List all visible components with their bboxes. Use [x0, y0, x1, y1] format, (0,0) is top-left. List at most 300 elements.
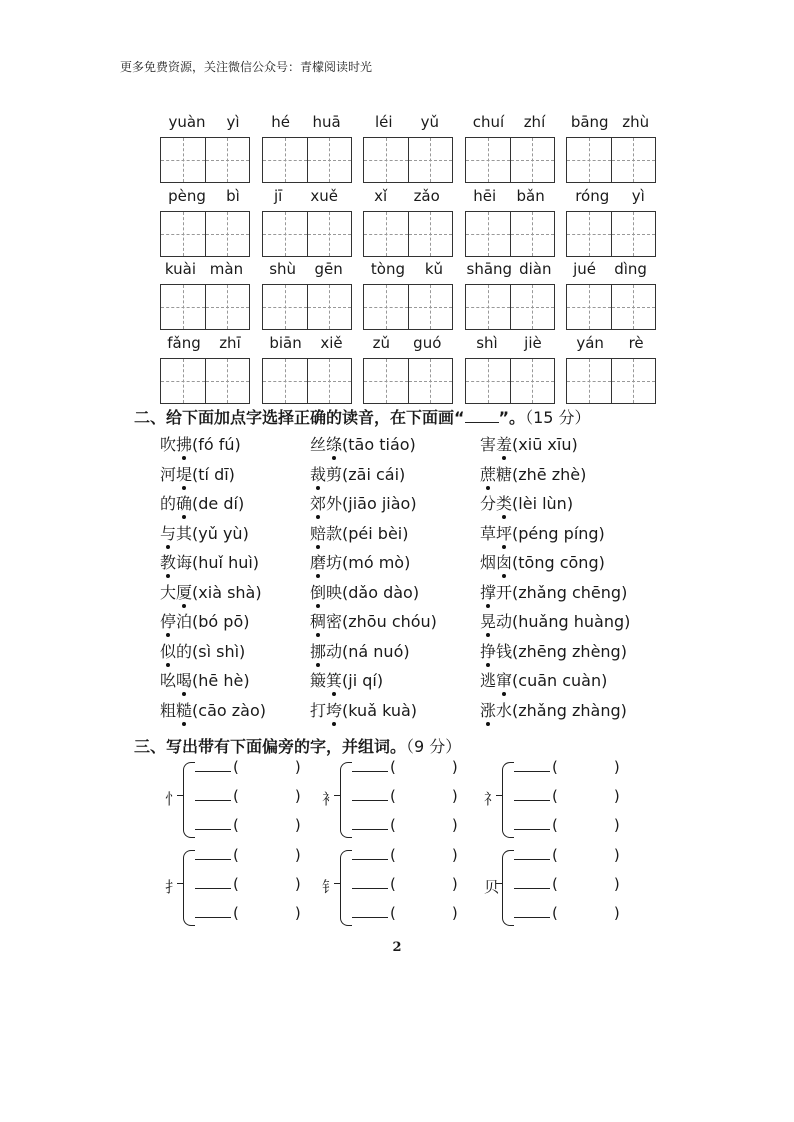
pinyin-syllable: gēn: [314, 260, 343, 278]
dotted-character: 箕: [326, 668, 342, 691]
character-box[interactable]: [263, 359, 307, 403]
reading-choice-item[interactable]: [480, 609, 630, 632]
radical-label: 钅: [322, 878, 338, 896]
character-blank[interactable]: [195, 846, 231, 860]
reading-choice-item[interactable]: [160, 462, 235, 485]
tianzige-boxes[interactable]: [566, 211, 656, 257]
reading-choice-item[interactable]: [310, 432, 416, 455]
reading-choice-item[interactable]: [310, 550, 410, 573]
tianzige-boxes[interactable]: [160, 137, 250, 183]
character-box[interactable]: [466, 359, 510, 403]
reading-choice-item[interactable]: [160, 609, 249, 632]
word-suffix-options: 剪(zāi cái): [326, 464, 406, 484]
fill-in-line[interactable]: [195, 875, 301, 893]
pinyin-syllable: jué: [573, 260, 596, 278]
choice-row: [160, 580, 680, 610]
word-writing-cell: [463, 187, 553, 261]
dotted-character: 糙: [176, 698, 192, 721]
paren-close: ): [294, 787, 301, 805]
reading-choice-item[interactable]: [480, 491, 573, 514]
radical-group: [165, 758, 325, 848]
reading-choice-item[interactable]: [480, 521, 605, 544]
character-blank[interactable]: [514, 787, 550, 801]
pinyin-syllable: hé: [271, 113, 290, 131]
character-box[interactable]: [611, 138, 655, 182]
tianzige-boxes[interactable]: [465, 358, 555, 404]
character-box[interactable]: [611, 359, 655, 403]
pinyin-label: [564, 334, 656, 356]
paren-close: ): [294, 904, 301, 922]
dotted-character: 似: [160, 639, 176, 662]
character-blank[interactable]: [352, 816, 388, 830]
pinyin-syllable: yuàn: [168, 113, 206, 131]
character-box[interactable]: [307, 212, 351, 256]
section-3-score: （9 分）: [406, 737, 462, 756]
word-prefix: 吆: [160, 671, 177, 690]
word-suffix-options: 动(ná nuó): [326, 641, 410, 661]
character-blank[interactable]: [195, 787, 231, 801]
pinyin-label: [361, 113, 453, 135]
word-suffix-options: (xiū xīu): [512, 435, 578, 454]
word-suffix-options: (tāo tiáo): [342, 435, 416, 454]
pinyin-syllable: yán: [576, 334, 604, 352]
dotted-character: 挪: [310, 639, 326, 662]
character-box[interactable]: [364, 285, 408, 329]
tianzige-boxes[interactable]: [465, 211, 555, 257]
fill-in-line[interactable]: [195, 904, 301, 922]
reading-choice-item[interactable]: [480, 668, 607, 691]
reading-choice-item[interactable]: [480, 550, 605, 573]
dotted-character: 郊: [310, 491, 326, 514]
word-prefix: 的: [160, 494, 177, 513]
character-box[interactable]: [408, 138, 452, 182]
reading-choice-item[interactable]: [160, 580, 262, 603]
reading-choice-item[interactable]: [310, 462, 405, 485]
choice-row: [160, 698, 680, 728]
word-prefix: 粗: [160, 700, 177, 720]
reading-choice-item[interactable]: [310, 521, 408, 544]
pinyin-syllable: léi: [375, 113, 393, 131]
word-suffix-options: 动(huǎng huàng): [496, 612, 631, 631]
pinyin-label: [564, 260, 656, 282]
character-box[interactable]: [307, 285, 351, 329]
fill-in-line[interactable]: [352, 904, 458, 922]
paren-open: (: [390, 816, 396, 834]
reading-choice-item[interactable]: [160, 698, 266, 721]
character-blank[interactable]: [514, 816, 550, 830]
pinyin-label: [463, 187, 555, 209]
character-box[interactable]: [408, 359, 452, 403]
fill-in-line[interactable]: [352, 787, 458, 805]
paren-close: ): [613, 758, 620, 776]
reading-choice-item[interactable]: [160, 668, 250, 691]
pinyin-syllable: shāng: [466, 260, 513, 278]
tianzige-boxes[interactable]: [363, 284, 453, 330]
dotted-character: 涨: [480, 698, 496, 721]
word-suffix-options: 映(dǎo dào): [326, 582, 420, 602]
fill-in-line[interactable]: [514, 875, 620, 893]
word-suffix-options: 钱(zhēng zhèng): [496, 641, 627, 661]
radical-label: 扌: [165, 878, 181, 896]
dotted-character: 坪: [496, 521, 512, 544]
word-writing-cell: [158, 260, 248, 334]
pinyin-syllable: bǎn: [516, 187, 545, 205]
reading-choice-item[interactable]: [310, 698, 417, 721]
dotted-character: 与: [160, 521, 176, 544]
dotted-character: 稠: [310, 609, 326, 632]
pinyin-syllable: fǎng: [167, 334, 201, 352]
character-box[interactable]: [364, 212, 408, 256]
paren-close: ): [451, 904, 458, 922]
reading-choice-item[interactable]: [310, 668, 383, 691]
word-writing-cell: [361, 334, 451, 408]
tianzige-boxes[interactable]: [566, 358, 656, 404]
paren-close: ): [294, 758, 301, 776]
character-blank[interactable]: [195, 904, 231, 918]
pinyin-label: [361, 334, 453, 356]
character-box[interactable]: [611, 212, 655, 256]
tianzige-boxes[interactable]: [566, 137, 656, 183]
choice-row: [160, 491, 680, 521]
paren-open: (: [390, 758, 396, 776]
character-blank[interactable]: [514, 846, 550, 860]
reading-choice-item[interactable]: [160, 432, 241, 455]
word-suffix-options: 糖(zhē zhè): [496, 464, 587, 484]
underline-sample: [465, 409, 499, 423]
dotted-character: 类: [496, 491, 512, 514]
fill-in-line[interactable]: [352, 758, 458, 776]
paren-close: ): [451, 816, 458, 834]
character-box[interactable]: [161, 138, 205, 182]
paren-open: (: [390, 904, 396, 922]
paren-open: (: [552, 787, 558, 805]
character-blank[interactable]: [514, 875, 550, 889]
pinyin-label: [564, 187, 656, 209]
pinyin-row: [158, 187, 658, 261]
tianzige-boxes[interactable]: [363, 137, 453, 183]
pinyin-label: [361, 187, 453, 209]
word-writing-cell: [260, 260, 350, 334]
section-2-title: [134, 405, 591, 428]
tianzige-boxes[interactable]: [262, 211, 352, 257]
fill-in-line[interactable]: [352, 875, 458, 893]
word-prefix: 烟: [480, 553, 497, 572]
brace-tip-icon: [177, 883, 184, 884]
character-blank[interactable]: [514, 904, 550, 918]
word-writing-cell: [564, 334, 654, 408]
character-box[interactable]: [364, 359, 408, 403]
brace-icon: [183, 762, 195, 838]
radical-group: [165, 846, 325, 936]
choice-row: [160, 462, 680, 492]
pinyin-syllable: zǔ: [372, 334, 390, 352]
paren-open: (: [390, 787, 396, 805]
paren-open: (: [552, 904, 558, 922]
character-blank[interactable]: [352, 875, 388, 889]
word-suffix-options: (de dí): [192, 494, 245, 513]
fill-in-line[interactable]: [514, 758, 620, 776]
character-box[interactable]: [567, 212, 611, 256]
pinyin-row: [158, 260, 658, 334]
dotted-character: 磨: [310, 550, 326, 573]
brace-icon: [340, 762, 352, 838]
pinyin-syllable: hēi: [473, 187, 497, 205]
fill-in-line[interactable]: [352, 816, 458, 834]
word-suffix-options: 泊(bó pō): [176, 612, 250, 631]
pinyin-syllable: guó: [413, 334, 442, 352]
character-blank[interactable]: [352, 787, 388, 801]
word-suffix-options: (péng píng): [512, 523, 605, 543]
word-prefix: 草: [480, 523, 497, 543]
tianzige-boxes[interactable]: [566, 284, 656, 330]
reading-choice-item[interactable]: [160, 491, 244, 514]
fill-in-line[interactable]: [514, 787, 620, 805]
character-box[interactable]: [161, 359, 205, 403]
character-box[interactable]: [567, 359, 611, 403]
word-suffix-options: (cuān cuàn): [512, 671, 608, 690]
dotted-character: 裁: [310, 462, 326, 485]
dotted-character: 拂: [176, 432, 192, 455]
dotted-character: 绦: [326, 432, 342, 455]
word-writing-cell: [260, 334, 350, 408]
pinyin-syllable: yì: [631, 187, 645, 205]
reading-choice-item[interactable]: [310, 580, 419, 603]
pinyin-syllable: diàn: [519, 260, 552, 278]
paren-open: (: [552, 816, 558, 834]
pinyin-label: [158, 260, 250, 282]
pinyin-label: [463, 334, 555, 356]
pinyin-syllable: róng: [575, 187, 610, 205]
radical-group: [484, 758, 644, 848]
word-writing-cell: [361, 113, 451, 187]
pinyin-syllable: rè: [628, 334, 644, 352]
character-box[interactable]: [364, 138, 408, 182]
reading-choice-item[interactable]: [480, 639, 627, 662]
paren-close: ): [613, 875, 620, 893]
pinyin-label: [158, 113, 250, 135]
paren-open: (: [552, 846, 558, 864]
character-blank[interactable]: [195, 816, 231, 830]
dotted-character: 停: [160, 609, 176, 632]
word-prefix: 河: [160, 464, 177, 484]
brace-icon: [340, 850, 352, 926]
reading-choice-item[interactable]: [160, 639, 245, 662]
paren-close: ): [451, 846, 458, 864]
pinyin-syllable: chuí: [472, 113, 505, 131]
pinyin-syllable: yǔ: [420, 113, 439, 131]
paren-open: (: [233, 904, 239, 922]
character-box[interactable]: [567, 285, 611, 329]
pinyin-syllable: màn: [209, 260, 244, 278]
dotted-character: 赔: [310, 521, 326, 544]
dotted-character: 喝: [176, 668, 192, 691]
word-suffix-options: (tí dī): [192, 464, 235, 484]
choice-row: [160, 432, 680, 462]
character-box[interactable]: [263, 285, 307, 329]
dotted-character: 挣: [480, 639, 496, 662]
reading-choice-item[interactable]: [160, 521, 249, 544]
tianzige-boxes[interactable]: [363, 211, 453, 257]
word-suffix-options: 坊(mó mò): [326, 553, 411, 572]
word-suffix-options: 诲(huǐ huì): [176, 553, 260, 572]
pinyin-syllable: bāng: [570, 113, 609, 131]
pinyin-label: [158, 334, 250, 356]
character-blank[interactable]: [514, 758, 550, 772]
paren-close: ): [294, 846, 301, 864]
character-box[interactable]: [466, 138, 510, 182]
character-blank[interactable]: [352, 758, 388, 772]
character-box[interactable]: [466, 285, 510, 329]
tianzige-boxes[interactable]: [363, 358, 453, 404]
character-box[interactable]: [510, 359, 554, 403]
tianzige-boxes[interactable]: [262, 284, 352, 330]
word-writing-cell: [361, 260, 451, 334]
word-writing-cell: [158, 334, 248, 408]
character-box[interactable]: [205, 138, 249, 182]
word-suffix-options: (kuǎ kuà): [342, 700, 418, 720]
fill-in-line[interactable]: [514, 816, 620, 834]
pinyin-label: [260, 113, 352, 135]
word-suffix-options: 外(jiāo jiào): [326, 494, 417, 513]
word-suffix-options: (fó fú): [192, 435, 241, 454]
paren-close: ): [613, 787, 620, 805]
character-box[interactable]: [510, 138, 554, 182]
word-prefix: 吹: [160, 435, 177, 454]
character-box[interactable]: [161, 212, 205, 256]
reading-choice-item[interactable]: [310, 491, 417, 514]
pinyin-row: [158, 334, 658, 408]
reading-choice-item[interactable]: [310, 639, 410, 662]
word-writing-cell: [361, 187, 451, 261]
pinyin-syllable: xuě: [310, 187, 338, 205]
dotted-character: 确: [176, 491, 192, 514]
word-suffix-options: (hē hè): [192, 671, 250, 690]
pinyin-syllable: xiě: [320, 334, 343, 352]
pinyin-label: [260, 260, 352, 282]
reading-choice-item[interactable]: [480, 462, 586, 485]
dotted-character: 厦: [176, 580, 192, 603]
pinyin-syllable: jiè: [524, 334, 542, 352]
fill-in-line[interactable]: [514, 904, 620, 922]
fill-in-line[interactable]: [195, 846, 301, 864]
character-box[interactable]: [205, 212, 249, 256]
character-box[interactable]: [205, 285, 249, 329]
character-blank[interactable]: [195, 875, 231, 889]
reading-choice-item[interactable]: [480, 432, 578, 455]
pinyin-syllable: bì: [226, 187, 240, 205]
character-box[interactable]: [408, 285, 452, 329]
pinyin-label: [158, 187, 250, 209]
choice-row: [160, 550, 680, 580]
word-writing-cell: [463, 113, 553, 187]
word-prefix: 分: [480, 494, 497, 513]
word-suffix-options: 开(zhǎng chēng): [496, 582, 628, 602]
fill-in-line[interactable]: [352, 846, 458, 864]
word-writing-cell: [463, 334, 553, 408]
character-box[interactable]: [466, 212, 510, 256]
pinyin-syllable: shù: [269, 260, 297, 278]
paren-close: ): [613, 846, 620, 864]
word-suffix-options: 的(sì shì): [176, 641, 246, 661]
word-writing-cell: [158, 113, 248, 187]
pinyin-syllable: tòng: [370, 260, 406, 278]
word-writing-cell: [260, 113, 350, 187]
brace-tip-icon: [334, 883, 341, 884]
character-box[interactable]: [263, 138, 307, 182]
pinyin-syllable: jī: [274, 187, 283, 205]
reading-choice-item[interactable]: [160, 550, 259, 573]
paren-close: ): [294, 816, 301, 834]
section-3-title: [134, 734, 461, 757]
character-blank[interactable]: [352, 904, 388, 918]
paren-open: (: [233, 875, 239, 893]
brace-icon: [183, 850, 195, 926]
pinyin-label: [361, 260, 453, 282]
tianzige-boxes[interactable]: [262, 358, 352, 404]
character-box[interactable]: [611, 285, 655, 329]
page-number: 2: [392, 940, 402, 955]
dotted-character: 垮: [326, 698, 342, 721]
reading-choice-item[interactable]: [480, 580, 627, 603]
word-suffix-options: 水(zhǎng zhàng): [496, 700, 627, 720]
character-box[interactable]: [307, 138, 351, 182]
paren-open: (: [552, 875, 558, 893]
radical-label: 衤: [322, 790, 338, 808]
character-box[interactable]: [408, 212, 452, 256]
brace-icon: [502, 762, 514, 838]
character-box[interactable]: [205, 359, 249, 403]
tianzige-boxes[interactable]: [160, 358, 250, 404]
tianzige-boxes[interactable]: [160, 284, 250, 330]
tianzige-boxes[interactable]: [465, 137, 555, 183]
character-box[interactable]: [510, 285, 554, 329]
brace-tip-icon: [496, 883, 503, 884]
paren-open: (: [233, 758, 239, 776]
pinyin-label: [463, 260, 555, 282]
character-box[interactable]: [307, 359, 351, 403]
fill-in-line[interactable]: [195, 787, 301, 805]
fill-in-line[interactable]: [195, 816, 301, 834]
tianzige-boxes[interactable]: [262, 137, 352, 183]
dotted-character: 教: [160, 550, 176, 573]
pinyin-syllable: zhù: [622, 113, 650, 131]
pinyin-label: [260, 334, 352, 356]
reading-choice-item[interactable]: [310, 609, 437, 632]
brace-tip-icon: [334, 795, 341, 796]
fill-in-line[interactable]: [195, 758, 301, 776]
reading-choice-item[interactable]: [480, 698, 627, 721]
pinyin-label: [564, 113, 656, 135]
pinyin-label: [260, 187, 352, 209]
fill-in-line[interactable]: [514, 846, 620, 864]
character-box[interactable]: [510, 212, 554, 256]
tianzige-boxes[interactable]: [465, 284, 555, 330]
character-box[interactable]: [161, 285, 205, 329]
word-prefix: 逃: [480, 671, 497, 690]
word-prefix: 害: [480, 435, 497, 454]
pinyin-syllable: zhí: [523, 113, 546, 131]
character-box[interactable]: [263, 212, 307, 256]
word-writing-cell: [463, 260, 553, 334]
dotted-character: 囱: [496, 550, 512, 573]
dotted-character: 倒: [310, 580, 326, 603]
tianzige-boxes[interactable]: [160, 211, 250, 257]
character-blank[interactable]: [352, 846, 388, 860]
character-box[interactable]: [567, 138, 611, 182]
paren-close: ): [294, 875, 301, 893]
word-prefix: 簸: [310, 671, 327, 690]
character-blank[interactable]: [195, 758, 231, 772]
